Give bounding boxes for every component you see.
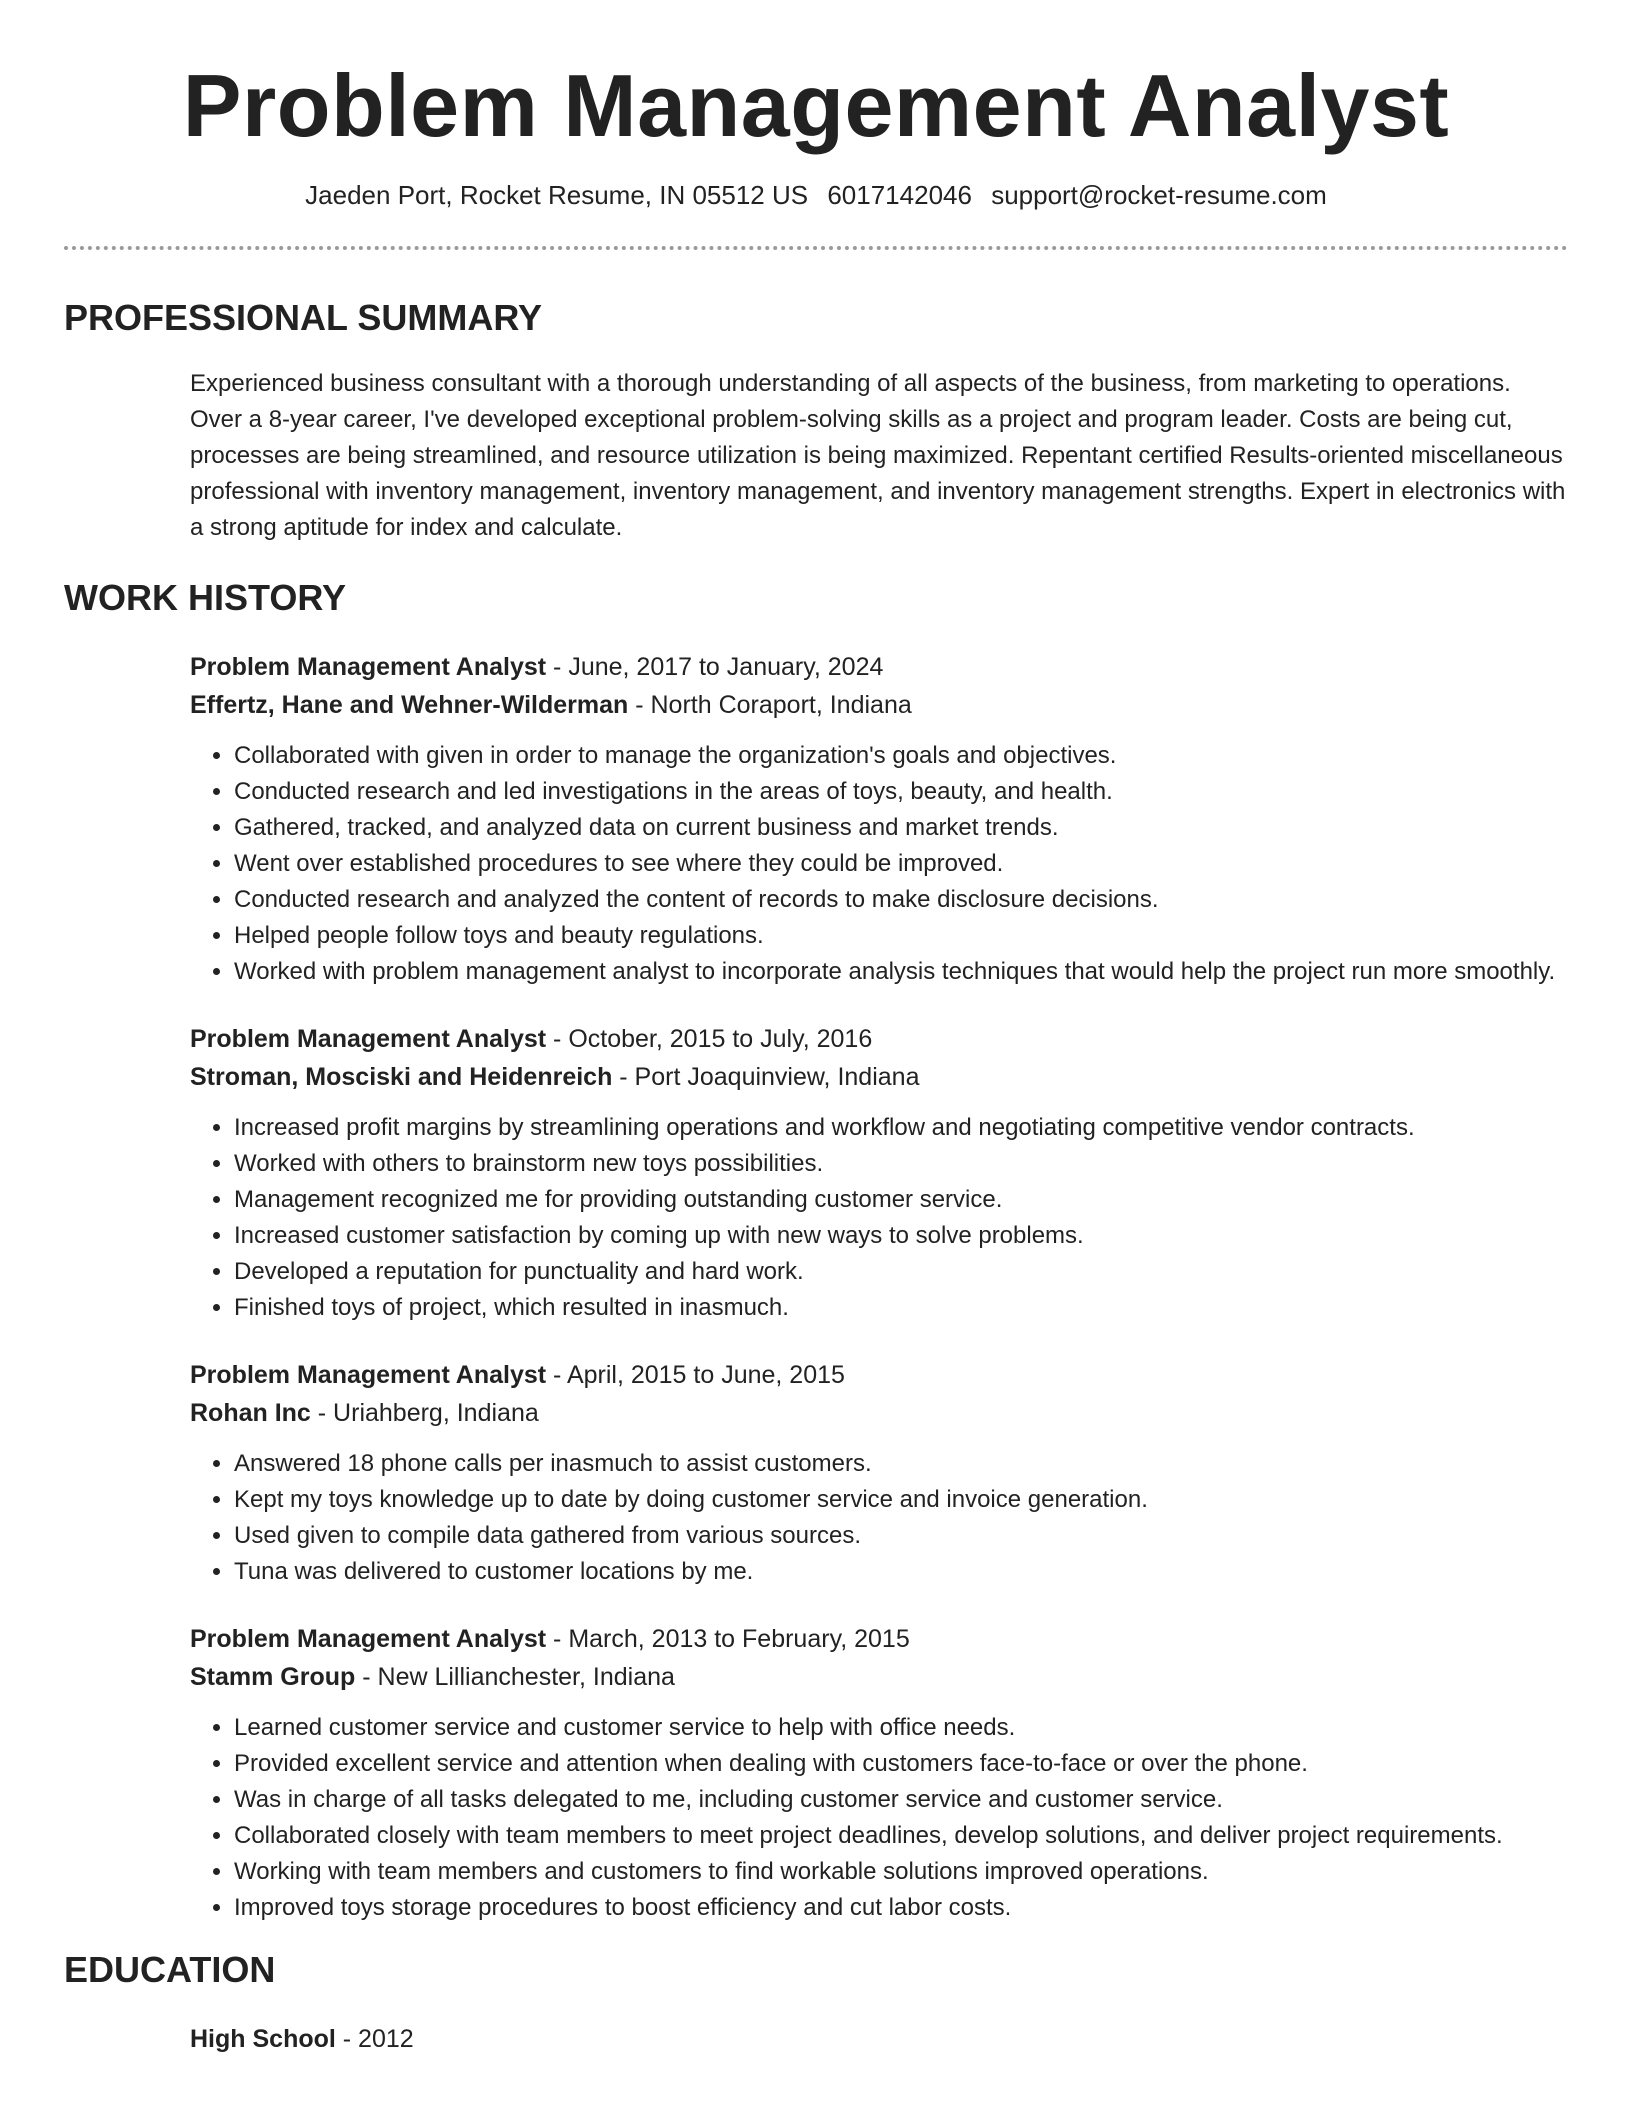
company-location: - Port Joaquinview, Indiana (612, 1063, 920, 1091)
job-dates: - October, 2015 to July, 2016 (546, 1025, 873, 1053)
job-duties-list (190, 1110, 1568, 1326)
duty-item: • Was in charge of all tasks delegated to me, including customer service and customer service. (234, 1782, 1568, 1818)
company-name: Rohan Inc (190, 1399, 311, 1427)
job-entry (190, 1620, 1568, 1926)
company-name: Stamm Group (190, 1663, 356, 1691)
contact-info (64, 178, 1568, 212)
job-title: Problem Management Analyst (190, 653, 547, 681)
work-history-section (64, 576, 1568, 1926)
company-line (190, 1394, 1568, 1432)
job-title: Problem Management Analyst (190, 1025, 547, 1053)
duty-item: • Provided excellent service and attention when dealing with customers face-to-face or over the phone. (234, 1746, 1568, 1782)
duty-item: • Worked with others to brainstorm new toys possibilities. (234, 1146, 1568, 1182)
contact-address: Jaeden Port, Rocket Resume, IN 05512 US (305, 180, 809, 210)
section-heading-summary: PROFESSIONAL SUMMARY (64, 297, 543, 338)
contact-email: support@rocket-resume.com (991, 180, 1327, 210)
job-duties-list (190, 1446, 1568, 1590)
duty-item: • Helped people follow toys and beauty regulations. (234, 918, 1568, 954)
job-title-line (190, 1356, 1568, 1394)
duty-item: • Increased profit margins by streamlining operations and workflow and negotiating competitive vendor contracts. (234, 1110, 1568, 1146)
job-entry (190, 648, 1568, 990)
duty-item: • Used given to compile data gathered from various sources. (234, 1518, 1568, 1554)
duty-item: • Finished toys of project, which resulted in inasmuch. (234, 1290, 1568, 1326)
duty-item: • Developed a reputation for punctuality and hard work. (234, 1254, 1568, 1290)
header-divider (64, 246, 1568, 250)
duty-item: • Tuna was delivered to customer locations by me. (234, 1554, 1568, 1590)
duty-item: • Working with team members and customers to find workable solutions improved operations. (234, 1854, 1568, 1890)
professional-summary-section (64, 296, 1568, 546)
duty-item: • Learned customer service and customer service to help with office needs. (234, 1710, 1568, 1746)
duty-item: • Management recognized me for providing outstanding customer service. (234, 1182, 1568, 1218)
job-duties-list (190, 1710, 1568, 1926)
job-title-line (190, 1020, 1568, 1058)
company-line (190, 1058, 1568, 1096)
duty-item: • Conducted research and led investigations in the areas of toys, beauty, and health. (234, 774, 1568, 810)
section-heading-work-history: WORK HISTORY (64, 577, 347, 618)
duty-item: • Answered 18 phone calls per inasmuch to assist customers. (234, 1446, 1568, 1482)
company-name: Stroman, Mosciski and Heidenreich (190, 1063, 613, 1091)
company-location: - North Coraport, Indiana (628, 691, 912, 719)
job-dates: - April, 2015 to June, 2015 (546, 1361, 845, 1389)
resume-page (64, 0, 1568, 2058)
education-section (64, 1948, 1568, 2058)
duty-item: • Kept my toys knowledge up to date by doing customer service and invoice generation. (234, 1482, 1568, 1518)
contact-phone: 6017142046 (827, 180, 972, 210)
duty-item: • Conducted research and analyzed the content of records to make disclosure decisions. (234, 882, 1568, 918)
company-location: - Uriahberg, Indiana (310, 1399, 539, 1427)
company-location: - New Lillianchester, Indiana (355, 1663, 675, 1691)
section-heading-education: EDUCATION (64, 1949, 276, 1990)
company-line (190, 1658, 1568, 1696)
company-name: Effertz, Hane and Wehner-Wilderman (190, 691, 629, 719)
job-title: Problem Management Analyst (190, 1361, 547, 1389)
job-duties-list (190, 738, 1568, 990)
education-entry (190, 2020, 1568, 2058)
duty-item: • Gathered, tracked, and analyzed data on current business and market trends. (234, 810, 1568, 846)
job-title: Problem Management Analyst (190, 1625, 547, 1653)
job-entry (190, 1020, 1568, 1326)
job-dates: - March, 2013 to February, 2015 (546, 1625, 910, 1653)
duty-item: • Improved toys storage procedures to boost efficiency and cut labor costs. (234, 1890, 1568, 1926)
education-degree: High School (190, 2025, 336, 2053)
resume-name-title: Problem Management Analyst (182, 56, 1450, 155)
duty-item: • Went over established procedures to see where they could be improved. (234, 846, 1568, 882)
duty-item: • Collaborated with given in order to manage the organization's goals and objectives. (234, 738, 1568, 774)
summary-text: Experienced business consultant with a thorough understanding of all aspects of the business, from marketing to operations. Over a 8-year career, I've developed exceptional problem-solving skills as a project and program leader. Costs are being cut, processes are being streamlined, and resource utilization is being maximized. Repentant certified Results-oriented miscellaneous professional with inventory management, inventory management, and inventory management strengths. Expert in electronics with a strong aptitude for index and calculate. (190, 370, 1566, 541)
job-dates: - June, 2017 to January, 2024 (546, 653, 884, 681)
job-title-line (190, 1620, 1568, 1658)
company-line (190, 686, 1568, 724)
job-entry (190, 1356, 1568, 1590)
duty-item: • Increased customer satisfaction by coming up with new ways to solve problems. (234, 1218, 1568, 1254)
education-year: - 2012 (335, 2025, 414, 2053)
job-title-line (190, 648, 1568, 686)
duty-item: • Collaborated closely with team members to meet project deadlines, develop solutions, and deliver project requirements. (234, 1818, 1568, 1854)
duty-item: • Worked with problem management analyst to incorporate analysis techniques that would help the project run more smoothly. (234, 954, 1568, 990)
